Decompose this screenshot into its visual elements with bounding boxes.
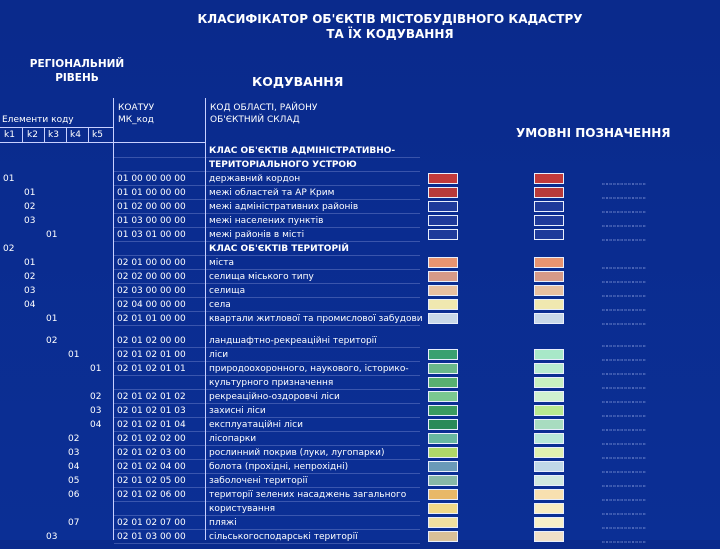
koatuu-code: 02 01 00 00 00 bbox=[117, 258, 186, 268]
object-name: межі областей та АР Крим bbox=[209, 188, 335, 198]
element-code: 01 bbox=[3, 174, 15, 184]
object-name: селища міського типу bbox=[209, 272, 314, 282]
column-divider bbox=[22, 128, 23, 142]
element-code: 01 bbox=[46, 230, 58, 240]
table-row bbox=[0, 334, 720, 348]
element-code: 01 bbox=[90, 364, 102, 374]
legend-caption: ▫▫▫▫▫▫▫▫▫▫▫▫ bbox=[602, 483, 647, 488]
element-code: 02 bbox=[90, 392, 102, 402]
region-code-header: КОД ОБЛАСТІ, РАЙОНУ ОБ'ЄКТНИЙ СКЛАД bbox=[210, 103, 318, 125]
object-name: ліси bbox=[209, 350, 229, 360]
legend-caption: ▫▫▫▫▫▫▫▫▫▫▫▫ bbox=[602, 195, 647, 200]
element-code: 03 bbox=[90, 406, 102, 416]
table-row bbox=[0, 362, 720, 376]
element-code: 02 bbox=[3, 244, 15, 254]
column-divider bbox=[44, 128, 45, 142]
legend-heading: УМОВНІ ПОЗНАЧЕННЯ bbox=[516, 126, 671, 140]
object-name: межі районів в місті bbox=[209, 230, 305, 240]
legend-caption: ▫▫▫▫▫▫▫▫▫▫▫▫ bbox=[602, 413, 647, 418]
legend-swatch bbox=[428, 299, 458, 310]
legend-caption: ▫▫▫▫▫▫▫▫▫▫▫▫ bbox=[602, 279, 647, 284]
table-row bbox=[0, 256, 720, 270]
legend-swatch bbox=[428, 405, 458, 416]
legend-swatch bbox=[428, 531, 458, 542]
legend-swatch bbox=[428, 187, 458, 198]
koatuu-code: 02 01 02 07 00 bbox=[117, 518, 186, 528]
header-divider bbox=[0, 142, 205, 143]
element-code: 02 bbox=[24, 272, 36, 282]
legend-caption: ▫▫▫▫▫▫▫▫▫▫▫▫ bbox=[602, 223, 647, 228]
element-code: 06 bbox=[68, 490, 80, 500]
table-row bbox=[0, 516, 720, 530]
legend-swatch bbox=[534, 271, 564, 282]
koatuu-code: 02 01 02 01 04 bbox=[117, 420, 186, 430]
legend-swatch bbox=[428, 229, 458, 240]
koatuu-code: 01 03 00 00 00 bbox=[117, 216, 186, 226]
table-row bbox=[0, 298, 720, 312]
table-row bbox=[0, 214, 720, 228]
koatuu-code: 02 01 03 00 00 bbox=[117, 532, 186, 542]
table-row bbox=[0, 502, 720, 516]
legend-caption: ▫▫▫▫▫▫▫▫▫▫▫▫ bbox=[602, 321, 647, 326]
table-row bbox=[0, 348, 720, 362]
legend-caption: ▫▫▫▫▫▫▫▫▫▫▫▫ bbox=[602, 385, 647, 390]
row-divider bbox=[114, 325, 420, 326]
object-name: болота (прохідні, непрохідні) bbox=[209, 462, 349, 472]
legend-caption: ▫▫▫▫▫▫▫▫▫▫▫▫ bbox=[602, 181, 647, 186]
legend-swatch bbox=[534, 285, 564, 296]
legend-swatch bbox=[534, 313, 564, 324]
koatuu-code: 02 01 02 03 00 bbox=[117, 448, 186, 458]
object-name: селища bbox=[209, 286, 246, 296]
element-code: 03 bbox=[24, 216, 36, 226]
object-name: захисні ліси bbox=[209, 406, 266, 416]
row-divider bbox=[114, 543, 420, 544]
legend-swatch bbox=[534, 335, 564, 346]
legend-swatch bbox=[428, 285, 458, 296]
legend-swatch bbox=[534, 531, 564, 542]
element-code: 01 bbox=[24, 258, 36, 268]
koatuu-code: 02 01 02 00 00 bbox=[117, 336, 186, 346]
legend-swatch bbox=[534, 503, 564, 514]
legend-caption: ▫▫▫▫▫▫▫▫▫▫▫▫ bbox=[602, 441, 647, 446]
table-row bbox=[0, 474, 720, 488]
object-name: квартали житлової та промислової забудови bbox=[209, 314, 423, 324]
koatuu-code: 02 01 02 02 00 bbox=[117, 434, 186, 444]
table-row bbox=[0, 312, 720, 326]
legend-caption: ▫▫▫▫▫▫▫▫▫▫▫▫ bbox=[602, 237, 647, 242]
legend-caption: ▫▫▫▫▫▫▫▫▫▫▫▫ bbox=[602, 525, 647, 530]
table-row bbox=[0, 404, 720, 418]
object-name: межі адміністративних районів bbox=[209, 202, 359, 212]
object-name: користування bbox=[209, 504, 276, 514]
legend-swatch bbox=[534, 433, 564, 444]
legend-swatch bbox=[534, 349, 564, 360]
table-row bbox=[0, 418, 720, 432]
k4-label: k4 bbox=[70, 130, 81, 140]
legend-swatch bbox=[428, 201, 458, 212]
legend-swatch bbox=[428, 517, 458, 528]
table-row bbox=[0, 376, 720, 390]
legend-swatch bbox=[428, 447, 458, 458]
table-row bbox=[0, 242, 720, 256]
object-name: пляжі bbox=[209, 518, 237, 528]
object-name: КЛАС ОБ'ЄКТІВ АДМІНІСТРАТИВНО- bbox=[209, 146, 396, 156]
legend-swatch bbox=[534, 299, 564, 310]
legend-swatch bbox=[534, 391, 564, 402]
table-row bbox=[0, 172, 720, 186]
element-code: 05 bbox=[68, 476, 80, 486]
legend-swatch bbox=[428, 363, 458, 374]
legend-caption: ▫▫▫▫▫▫▫▫▫▫▫▫ bbox=[602, 209, 647, 214]
table-row bbox=[0, 390, 720, 404]
legend-swatch bbox=[428, 419, 458, 430]
legend-swatch bbox=[534, 489, 564, 500]
koatuu-code: 01 00 00 00 00 bbox=[117, 174, 186, 184]
legend-swatch bbox=[534, 187, 564, 198]
object-name: лісопарки bbox=[209, 434, 257, 444]
legend-swatch bbox=[428, 391, 458, 402]
object-name: державний кордон bbox=[209, 174, 301, 184]
k5-label: k5 bbox=[92, 130, 103, 140]
legend-swatch bbox=[428, 335, 458, 346]
koatuu-code: 02 01 02 06 00 bbox=[117, 490, 186, 500]
legend-swatch bbox=[534, 447, 564, 458]
element-code: 02 bbox=[68, 434, 80, 444]
k3-label: k3 bbox=[48, 130, 59, 140]
legend-swatch bbox=[534, 229, 564, 240]
legend-swatch bbox=[534, 215, 564, 226]
table-row bbox=[0, 432, 720, 446]
legend-caption: ▫▫▫▫▫▫▫▫▫▫▫▫ bbox=[602, 343, 647, 348]
object-name: рослинний покрив (луки, лугопарки) bbox=[209, 448, 385, 458]
legend-caption: ▫▫▫▫▫▫▫▫▫▫▫▫ bbox=[602, 497, 647, 502]
koatuu-code: 02 04 00 00 00 bbox=[117, 300, 186, 310]
legend-swatch bbox=[428, 349, 458, 360]
table-row bbox=[0, 530, 720, 544]
legend-caption: ▫▫▫▫▫▫▫▫▫▫▫▫ bbox=[602, 469, 647, 474]
k1-label: k1 bbox=[4, 130, 15, 140]
element-code: 02 bbox=[24, 202, 36, 212]
legend-swatch bbox=[534, 405, 564, 416]
koatuu-code: 02 01 02 01 00 bbox=[117, 350, 186, 360]
object-name: КЛАС ОБ'ЄКТІВ ТЕРИТОРІЙ bbox=[209, 244, 349, 254]
legend-swatch bbox=[428, 489, 458, 500]
koatuu-code: 02 02 00 00 00 bbox=[117, 272, 186, 282]
object-name: культурного призначення bbox=[209, 378, 334, 388]
element-code: 03 bbox=[68, 448, 80, 458]
legend-swatch bbox=[534, 377, 564, 388]
table-row bbox=[0, 158, 720, 172]
legend-swatch bbox=[428, 313, 458, 324]
coding-heading: КОДУВАННЯ bbox=[252, 74, 344, 89]
object-name: ТЕРИТОРІАЛЬНОГО УСТРОЮ bbox=[209, 160, 357, 170]
column-divider bbox=[66, 128, 67, 142]
legend-caption: ▫▫▫▫▫▫▫▫▫▫▫▫ bbox=[602, 265, 647, 270]
element-code: 01 bbox=[24, 188, 36, 198]
object-name: рекреаційно-оздоровчі ліси bbox=[209, 392, 340, 402]
legend-swatch bbox=[534, 257, 564, 268]
element-code: 04 bbox=[24, 300, 36, 310]
legend-swatch bbox=[428, 503, 458, 514]
legend-swatch bbox=[428, 461, 458, 472]
legend-caption: ▫▫▫▫▫▫▫▫▫▫▫▫ bbox=[602, 357, 647, 362]
legend-swatch bbox=[428, 173, 458, 184]
koatuu-code: 01 02 00 00 00 bbox=[117, 202, 186, 212]
legend-swatch bbox=[534, 201, 564, 212]
legend-swatch bbox=[534, 419, 564, 430]
element-code: 04 bbox=[68, 462, 80, 472]
koatuu-code: 02 01 01 00 00 bbox=[117, 314, 186, 324]
koatuu-code: 02 01 02 01 01 bbox=[117, 364, 186, 374]
legend-caption: ▫▫▫▫▫▫▫▫▫▫▫▫ bbox=[602, 307, 647, 312]
koatuu-code: 02 03 00 00 00 bbox=[117, 286, 186, 296]
regional-level-heading: РЕГІОНАЛЬНИЙ РІВЕНЬ bbox=[29, 58, 125, 84]
code-elements-header: Елементи коду bbox=[2, 115, 74, 125]
koatuu-code: 02 01 02 05 00 bbox=[117, 476, 186, 486]
table-row bbox=[0, 270, 720, 284]
table-row bbox=[0, 446, 720, 460]
legend-swatch bbox=[534, 517, 564, 528]
header-divider bbox=[0, 127, 113, 128]
table-row bbox=[0, 228, 720, 242]
object-name: межі населених пунктів bbox=[209, 216, 324, 226]
legend-caption: ▫▫▫▫▫▫▫▫▫▫▫▫ bbox=[602, 511, 647, 516]
legend-swatch bbox=[534, 173, 564, 184]
object-name: експлуатаційні ліси bbox=[209, 420, 303, 430]
koatuu-code: 01 01 00 00 00 bbox=[117, 188, 186, 198]
legend-caption: ▫▫▫▫▫▫▫▫▫▫▫▫ bbox=[602, 371, 647, 376]
column-divider bbox=[88, 128, 89, 142]
table-row bbox=[0, 488, 720, 502]
element-code: 07 bbox=[68, 518, 80, 528]
object-name: заболочені території bbox=[209, 476, 308, 486]
legend-caption: ▫▫▫▫▫▫▫▫▫▫▫▫ bbox=[602, 455, 647, 460]
koatuu-header: КОАТУУ МК_код bbox=[118, 103, 155, 125]
legend-swatch bbox=[428, 433, 458, 444]
object-name: території зелених насаджень загального bbox=[209, 490, 407, 500]
koatuu-code: 02 01 02 01 03 bbox=[117, 406, 186, 416]
element-code: 03 bbox=[46, 532, 58, 542]
object-name: природоохоронного, наукового, історико- bbox=[209, 364, 409, 374]
legend-swatch bbox=[534, 363, 564, 374]
element-code: 01 bbox=[68, 350, 80, 360]
legend-swatch bbox=[428, 271, 458, 282]
table-row bbox=[0, 460, 720, 474]
object-name: ландшафтно-рекреаційні території bbox=[209, 336, 377, 346]
legend-swatch bbox=[428, 377, 458, 388]
legend-swatch bbox=[428, 257, 458, 268]
element-code: 04 bbox=[90, 420, 102, 430]
element-code: 01 bbox=[46, 314, 58, 324]
koatuu-code: 01 03 01 00 00 bbox=[117, 230, 186, 240]
object-name: міста bbox=[209, 258, 234, 268]
legend-swatch bbox=[534, 475, 564, 486]
legend-swatch bbox=[534, 461, 564, 472]
legend-caption: ▫▫▫▫▫▫▫▫▫▫▫▫ bbox=[602, 399, 647, 404]
legend-swatch bbox=[428, 215, 458, 226]
element-code: 02 bbox=[46, 336, 58, 346]
table-row bbox=[0, 200, 720, 214]
object-name: села bbox=[209, 300, 231, 310]
legend-caption: ▫▫▫▫▫▫▫▫▫▫▫▫ bbox=[602, 539, 647, 544]
legend-caption: ▫▫▫▫▫▫▫▫▫▫▫▫ bbox=[602, 293, 647, 298]
object-name: сільськогосподарські території bbox=[209, 532, 358, 542]
koatuu-code: 02 01 02 04 00 bbox=[117, 462, 186, 472]
element-code: 03 bbox=[24, 286, 36, 296]
page-title: КЛАСИФІКАТОР ОБ'ЄКТІВ МІСТОБУДІВНОГО КАДАСТРУ ТА ЇХ КОДУВАННЯ bbox=[197, 12, 583, 41]
k2-label: k2 bbox=[27, 130, 38, 140]
table-row bbox=[0, 186, 720, 200]
table-row bbox=[0, 284, 720, 298]
table-row bbox=[0, 144, 720, 158]
koatuu-code: 02 01 02 01 02 bbox=[117, 392, 186, 402]
legend-caption: ▫▫▫▫▫▫▫▫▫▫▫▫ bbox=[602, 427, 647, 432]
legend-swatch bbox=[428, 475, 458, 486]
